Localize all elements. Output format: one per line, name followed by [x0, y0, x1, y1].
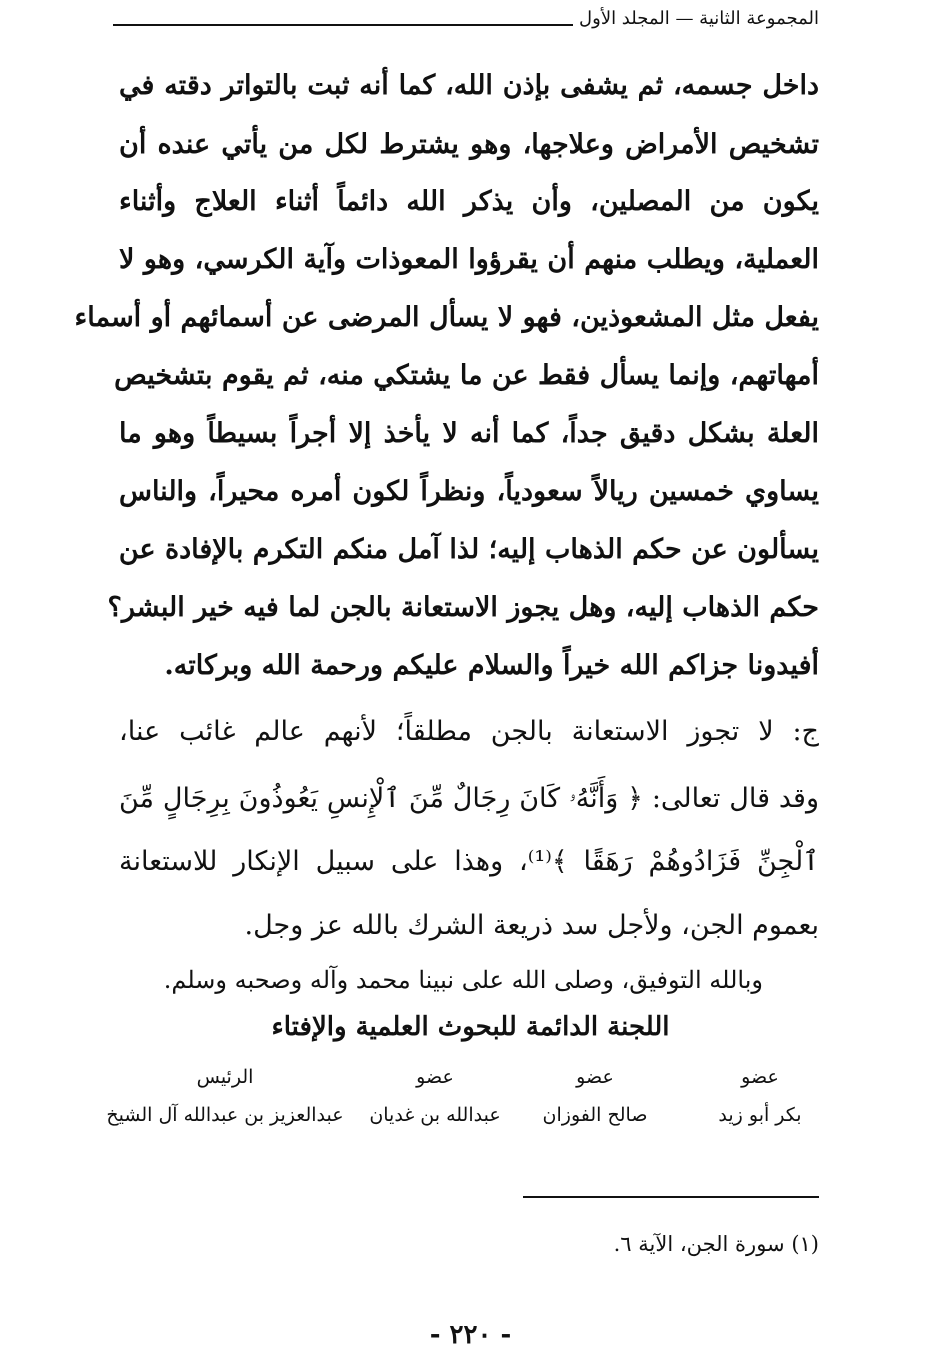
signatory-name: عبدالعزيز بن عبدالله آل الشيخ — [106, 1104, 344, 1126]
question-line: أمهاتهم، وإنما يسأل فقط عن ما يشتكي منه، ثم يقوم بتشخيص — [114, 360, 819, 391]
closing-line: وبالله التوفيق، وصلى الله على نبينا محمد وآله وصحبه وسلم. — [163, 966, 763, 994]
signatory-role: الرئيس — [196, 1066, 254, 1088]
footnote-divider — [523, 1196, 819, 1198]
answer-line: بعموم الجن، ولأجل سد ذريعة الشرك بالله عز وجل. — [244, 910, 819, 941]
question-line: تشخيص الأمراض وعلاجها، وهو يشترط لكل من يأتي عنده أن — [119, 129, 819, 160]
running-head-rule — [113, 24, 573, 26]
committee-title: اللجنة الدائمة للبحوث العلمية والإفتاء — [271, 1012, 670, 1042]
question-line: حكم الذهاب إليه، وهل يجوز الاستعانة بالجن لما فيه خير البشر؟ — [107, 592, 819, 623]
answer-line: وقد قال تعالى: ﴿ وَأَنَّهُۥ كَانَ رِجَالٌ مِّنَ ٱلْإِنسِ يَعُوذُونَ بِرِجَالٍ مِّنَ — [119, 783, 819, 814]
running-head — [113, 8, 819, 29]
signatory-name: عبدالله بن غديان — [369, 1104, 501, 1126]
question-line: يساوي خمسين ريالاً سعودياً، ونظراً لكون أمره محيراً، والناس — [119, 476, 819, 507]
answer-line: ٱلْجِنِّ فَزَادُوهُمْ رَهَقًا ﴾⁽¹⁾، وهذا على سبيل الإنكار للاستعانة — [119, 846, 819, 877]
footnote: (١) سورة الجن، الآية ٦. — [613, 1232, 819, 1256]
signatory-role: عضو — [741, 1066, 779, 1088]
question-line: العلة بشكل دقيق جداً، كما أنه لا يأخذ إلا أجراً بسيطاً وهو ما — [119, 418, 819, 449]
question-line: يسألون عن حكم الذهاب إليه؛ لذا آمل منكم التكرم بالإفادة عن — [118, 534, 819, 565]
running-head-text: المجموعة الثانية — المجلد الأول — [579, 8, 819, 29]
signatory-role: عضو — [576, 1066, 614, 1088]
question-line: العملية، ويطلب منهم أن يقرؤوا المعوذات وآية الكرسي، وهو لا — [119, 244, 819, 275]
question-line: يفعل مثل المشعوذين، فهو لا يسأل المرضى عن أسمائهم أو أسماء — [74, 302, 819, 333]
question-line: داخل جسمه، ثم يشفى بإذن الله، كما أنه ثبت بالتواتر دقته في — [119, 70, 819, 101]
question-line: أفيدونا جزاكم الله خيراً والسلام عليكم ورحمة الله وبركاته. — [164, 650, 819, 681]
signatory-role: عضو — [416, 1066, 454, 1088]
signatory-name: صالح الفوزان — [542, 1104, 648, 1126]
question-line: يكون من المصلين، وأن يذكر الله دائماً أثناء العلاج وأثناء — [119, 186, 819, 217]
page-number: - ٢٢٠ - — [429, 1320, 512, 1350]
answer-line: ج: لا تجوز الاستعانة بالجن مطلقاً؛ لأنهم عالم غائب عنا، — [119, 716, 819, 747]
signatory-name: بكر أبو زيد — [718, 1104, 802, 1126]
